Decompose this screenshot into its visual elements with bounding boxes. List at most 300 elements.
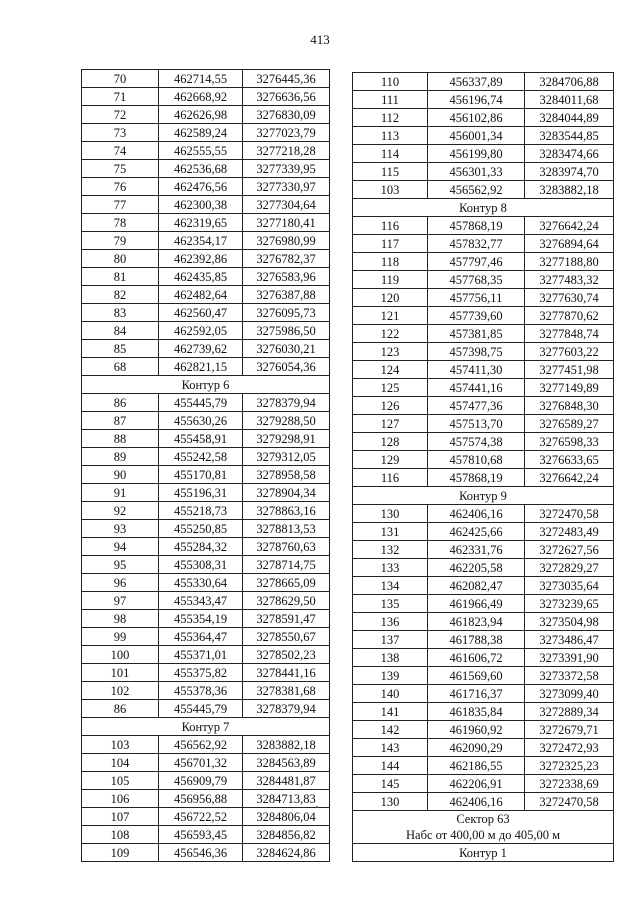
scan-speck [316,806,318,808]
coordinate-y: 3272889,34 [525,703,614,721]
coordinate-x: 455218,73 [159,502,243,520]
point-number: 93 [82,520,159,538]
table-row [82,214,330,232]
coordinate-x: 455445,79 [159,700,243,718]
coordinate-x: 457832,77 [428,235,525,253]
table-row [82,556,330,574]
coordinates-table-left-body [82,70,330,862]
point-number: 135 [353,595,428,613]
table-row [82,268,330,286]
point-number: 133 [353,559,428,577]
coordinate-y: 3284481,87 [243,772,330,790]
coordinate-x: 462425,66 [428,523,525,541]
coordinate-x: 455445,79 [159,394,243,412]
table-row [82,592,330,610]
coordinate-x: 462821,15 [159,358,243,376]
coordinate-y: 3284806,04 [243,808,330,826]
coordinate-y: 3276054,36 [243,358,330,376]
coordinate-y: 3272470,58 [525,793,614,811]
coordinate-y: 3284706,88 [525,73,614,91]
point-number: 130 [353,793,428,811]
coordinate-y: 3283544,85 [525,127,614,145]
point-number: 76 [82,178,159,196]
table-row [353,91,614,109]
coordinate-y: 3272679,71 [525,721,614,739]
point-number: 114 [353,145,428,163]
coordinate-x: 457441,16 [428,379,525,397]
coordinate-y: 3275986,50 [243,322,330,340]
coordinate-y: 3272325,23 [525,757,614,775]
point-number: 131 [353,523,428,541]
contour-header-row [353,199,614,217]
coordinate-y: 3276636,56 [243,88,330,106]
coordinate-x: 462555,55 [159,142,243,160]
coordinate-y: 3277304,64 [243,196,330,214]
coordinate-x: 455371,01 [159,646,243,664]
point-number: 71 [82,88,159,106]
table-row [82,304,330,322]
point-number: 141 [353,703,428,721]
table-row [82,646,330,664]
table-row [82,70,330,88]
point-number: 80 [82,250,159,268]
coordinate-x: 455242,58 [159,448,243,466]
coordinate-x: 455458,91 [159,430,243,448]
point-number: 92 [82,502,159,520]
coordinate-x: 462739,62 [159,340,243,358]
table-row [82,196,330,214]
table-row [82,700,330,718]
coordinate-y: 3276894,64 [525,235,614,253]
table-row [353,469,614,487]
point-number: 115 [353,163,428,181]
point-number: 145 [353,775,428,793]
coordinate-y: 3277451,98 [525,361,614,379]
coordinate-y: 3272829,27 [525,559,614,577]
coordinate-x: 461835,84 [428,703,525,721]
coordinate-x: 457756,11 [428,289,525,307]
point-number: 106 [82,790,159,808]
coordinate-x: 456199,80 [428,145,525,163]
coordinate-x: 461960,92 [428,721,525,739]
coordinate-x: 462589,24 [159,124,243,142]
coordinate-x: 457411,30 [428,361,525,379]
coordinates-table-right [352,72,614,862]
coordinate-y: 3273486,47 [525,631,614,649]
point-number: 75 [82,160,159,178]
coordinate-x: 462082,47 [428,577,525,595]
coordinate-x: 455630,26 [159,412,243,430]
coordinate-y: 3272470,58 [525,505,614,523]
coordinate-x: 462090,29 [428,739,525,757]
coordinate-x: 457810,68 [428,451,525,469]
point-number: 140 [353,685,428,703]
coordinate-x: 462560,47 [159,304,243,322]
point-number: 110 [353,73,428,91]
contour-header-row [353,844,614,862]
table-row [82,142,330,160]
point-number: 77 [82,196,159,214]
point-number: 82 [82,286,159,304]
coordinate-y: 3276387,88 [243,286,330,304]
coordinate-x: 456593,45 [159,826,243,844]
point-number: 88 [82,430,159,448]
coordinate-y: 3273035,64 [525,577,614,595]
table-row [82,106,330,124]
coordinate-x: 455378,36 [159,682,243,700]
coordinate-x: 462592,05 [159,322,243,340]
point-number: 81 [82,268,159,286]
coordinate-x: 455250,85 [159,520,243,538]
table-row [353,325,614,343]
contour-header-row [353,487,614,505]
point-number: 121 [353,307,428,325]
coordinate-y: 3277603,22 [525,343,614,361]
table-row [353,397,614,415]
coordinate-x: 456196,74 [428,91,525,109]
point-number: 108 [82,826,159,844]
table-row [353,523,614,541]
coordinate-y: 3278813,53 [243,520,330,538]
table-row [82,466,330,484]
coordinate-x: 455170,81 [159,466,243,484]
point-number: 130 [353,505,428,523]
coordinate-y: 3276642,24 [525,469,614,487]
coordinate-y: 3278958,58 [243,466,330,484]
coordinate-x: 457381,85 [428,325,525,343]
point-number: 78 [82,214,159,232]
coordinate-x: 455375,82 [159,664,243,682]
point-number: 137 [353,631,428,649]
table-row [353,541,614,559]
coordinate-y: 3278629,50 [243,592,330,610]
table-row [82,124,330,142]
table-row [82,502,330,520]
coordinate-x: 462406,16 [428,505,525,523]
coordinate-x: 457398,75 [428,343,525,361]
coordinate-y: 3276598,33 [525,433,614,451]
coordinate-y: 3277218,28 [243,142,330,160]
contour-label: Контур 6 [82,376,330,394]
coordinate-y: 3276445,36 [243,70,330,88]
coordinate-x: 462186,55 [428,757,525,775]
point-number: 84 [82,322,159,340]
point-number: 79 [82,232,159,250]
coordinate-y: 3278441,16 [243,664,330,682]
point-number: 136 [353,613,428,631]
coordinate-x: 462406,16 [428,793,525,811]
point-number: 86 [82,394,159,412]
point-number: 120 [353,289,428,307]
coordinate-x: 456956,88 [159,790,243,808]
coordinate-y: 3272338,69 [525,775,614,793]
point-number: 98 [82,610,159,628]
table-row [353,379,614,397]
coordinate-x: 457513,70 [428,415,525,433]
point-number: 113 [353,127,428,145]
table-row [82,232,330,250]
table-row [353,595,614,613]
point-number: 96 [82,574,159,592]
table-row [353,703,614,721]
coordinate-y: 3272472,93 [525,739,614,757]
table-row [353,271,614,289]
coordinate-x: 455284,32 [159,538,243,556]
table-row [353,127,614,145]
point-number: 72 [82,106,159,124]
coordinate-y: 3283882,18 [525,181,614,199]
table-row [353,181,614,199]
coordinates-table-left [81,69,330,862]
point-number: 100 [82,646,159,664]
coordinate-x: 457768,35 [428,271,525,289]
point-number: 103 [353,181,428,199]
coordinate-x: 455196,31 [159,484,243,502]
coordinate-y: 3278760,63 [243,538,330,556]
table-row [82,448,330,466]
coordinate-y: 3273239,65 [525,595,614,613]
table-row [82,160,330,178]
coordinate-x: 462714,55 [159,70,243,88]
table-row [353,73,614,91]
coordinate-y: 3277188,80 [525,253,614,271]
coordinate-x: 456562,92 [159,736,243,754]
coordinate-x: 462300,38 [159,196,243,214]
table-row [353,667,614,685]
table-row [353,757,614,775]
coordinate-y: 3276830,09 [243,106,330,124]
point-number: 68 [82,358,159,376]
point-number: 143 [353,739,428,757]
coordinate-x: 462206,91 [428,775,525,793]
table-row [82,664,330,682]
coordinate-x: 461823,94 [428,613,525,631]
coordinate-x: 456301,33 [428,163,525,181]
coordinate-x: 462354,17 [159,232,243,250]
coordinate-y: 3273099,40 [525,685,614,703]
table-row [353,307,614,325]
point-number: 138 [353,649,428,667]
table-row [82,412,330,430]
coordinate-x: 457477,36 [428,397,525,415]
coordinate-y: 3278502,23 [243,646,330,664]
coordinate-y: 3283882,18 [243,736,330,754]
point-number: 132 [353,541,428,559]
table-row [353,289,614,307]
coordinate-y: 3279312,05 [243,448,330,466]
coordinate-y: 3277483,32 [525,271,614,289]
coordinate-y: 3277023,79 [243,124,330,142]
table-row [353,163,614,181]
contour-header-row [82,376,330,394]
table-row [82,736,330,754]
coordinate-y: 3284624,86 [243,844,330,862]
table-row [353,739,614,757]
point-number: 95 [82,556,159,574]
coordinate-y: 3278714,75 [243,556,330,574]
coordinate-y: 3278665,09 [243,574,330,592]
coordinate-x: 455330,64 [159,574,243,592]
coordinate-x: 456546,36 [159,844,243,862]
coordinate-x: 456337,89 [428,73,525,91]
coordinate-y: 3276589,27 [525,415,614,433]
table-row [82,250,330,268]
point-number: 118 [353,253,428,271]
point-number: 97 [82,592,159,610]
point-number: 117 [353,235,428,253]
point-number: 129 [353,451,428,469]
table-row [82,682,330,700]
coordinate-x: 456722,52 [159,808,243,826]
coordinate-y: 3276782,37 [243,250,330,268]
table-row [82,520,330,538]
table-row [82,772,330,790]
coordinate-y: 3277339,95 [243,160,330,178]
coordinate-y: 3284044,89 [525,109,614,127]
table-row [82,826,330,844]
table-row [353,721,614,739]
point-number: 128 [353,433,428,451]
table-row [353,793,614,811]
coordinate-x: 457574,38 [428,433,525,451]
coordinate-x: 462319,65 [159,214,243,232]
coordinate-x: 462205,58 [428,559,525,577]
page-number: 413 [310,32,330,47]
coordinate-y: 3277870,62 [525,307,614,325]
coordinate-x: 455364,47 [159,628,243,646]
contour-label: Контур 7 [82,718,330,736]
table-row [353,613,614,631]
point-number: 123 [353,343,428,361]
coordinate-y: 3276633,65 [525,451,614,469]
table-row [353,577,614,595]
table-row [353,109,614,127]
coordinate-y: 3279288,50 [243,412,330,430]
sector-height-range: Набс от 400,00 м до 405,00 м [406,828,560,842]
point-number: 86 [82,700,159,718]
coordinate-y: 3273391,90 [525,649,614,667]
table-row [353,217,614,235]
table-row [353,505,614,523]
table-row [353,253,614,271]
contour-header-row [82,718,330,736]
coordinate-x: 456909,79 [159,772,243,790]
sector-header-row [353,811,614,844]
coordinate-x: 456701,32 [159,754,243,772]
coordinate-y: 3276848,30 [525,397,614,415]
point-number: 102 [82,682,159,700]
coordinate-x: 457868,19 [428,217,525,235]
table-row [82,178,330,196]
table-row [353,775,614,793]
point-number: 101 [82,664,159,682]
coordinate-y: 3278550,67 [243,628,330,646]
table-row [82,754,330,772]
coordinate-y: 3277848,74 [525,325,614,343]
coordinate-x: 457868,19 [428,469,525,487]
point-number: 119 [353,271,428,289]
point-number: 74 [82,142,159,160]
point-number: 105 [82,772,159,790]
coordinate-y: 3278591,47 [243,610,330,628]
point-number: 85 [82,340,159,358]
table-row [353,361,614,379]
point-number: 91 [82,484,159,502]
contour-label: Контур 1 [353,844,614,862]
coordinate-x: 462626,98 [159,106,243,124]
table-row [82,808,330,826]
table-row [353,235,614,253]
table-row [82,88,330,106]
coordinate-y: 3284563,89 [243,754,330,772]
coordinate-y: 3276980,99 [243,232,330,250]
table-row [353,415,614,433]
coordinate-y: 3283474,66 [525,145,614,163]
coordinate-y: 3272483,49 [525,523,614,541]
coordinate-y: 3278863,16 [243,502,330,520]
table-row [82,358,330,376]
point-number: 99 [82,628,159,646]
table-row [82,484,330,502]
table-row [353,343,614,361]
coordinate-y: 3277149,89 [525,379,614,397]
coordinate-x: 461966,49 [428,595,525,613]
sector-header [353,811,614,844]
contour-label: Контур 8 [353,199,614,217]
coordinate-x: 455308,31 [159,556,243,574]
coordinate-x: 462435,85 [159,268,243,286]
coordinate-y: 3276642,24 [525,217,614,235]
coordinate-x: 455354,19 [159,610,243,628]
point-number: 142 [353,721,428,739]
coordinate-x: 461606,72 [428,649,525,667]
coordinate-y: 3272627,56 [525,541,614,559]
point-number: 73 [82,124,159,142]
coordinate-y: 3284011,68 [525,91,614,109]
contour-label: Контур 9 [353,487,614,505]
table-row [82,844,330,862]
coordinate-x: 462392,86 [159,250,243,268]
point-number: 116 [353,217,428,235]
coordinate-x: 462476,56 [159,178,243,196]
point-number: 89 [82,448,159,466]
coordinate-y: 3278381,68 [243,682,330,700]
point-number: 122 [353,325,428,343]
coordinate-x: 456562,92 [428,181,525,199]
table-row [82,340,330,358]
coordinate-y: 3277330,97 [243,178,330,196]
coordinate-x: 457739,60 [428,307,525,325]
table-row [82,322,330,340]
point-number: 90 [82,466,159,484]
coordinate-x: 461569,60 [428,667,525,685]
coordinate-y: 3278379,94 [243,394,330,412]
coordinate-x: 455343,47 [159,592,243,610]
coordinate-y: 3277180,41 [243,214,330,232]
point-number: 111 [353,91,428,109]
point-number: 127 [353,415,428,433]
table-row [82,394,330,412]
coordinate-y: 3277630,74 [525,289,614,307]
coordinate-y: 3273504,98 [525,613,614,631]
table-row [353,433,614,451]
coordinate-x: 457797,46 [428,253,525,271]
point-number: 125 [353,379,428,397]
sector-title: Сектор 63 [456,812,510,826]
table-row [82,610,330,628]
coordinate-y: 3284713,83 [243,790,330,808]
table-row [353,451,614,469]
